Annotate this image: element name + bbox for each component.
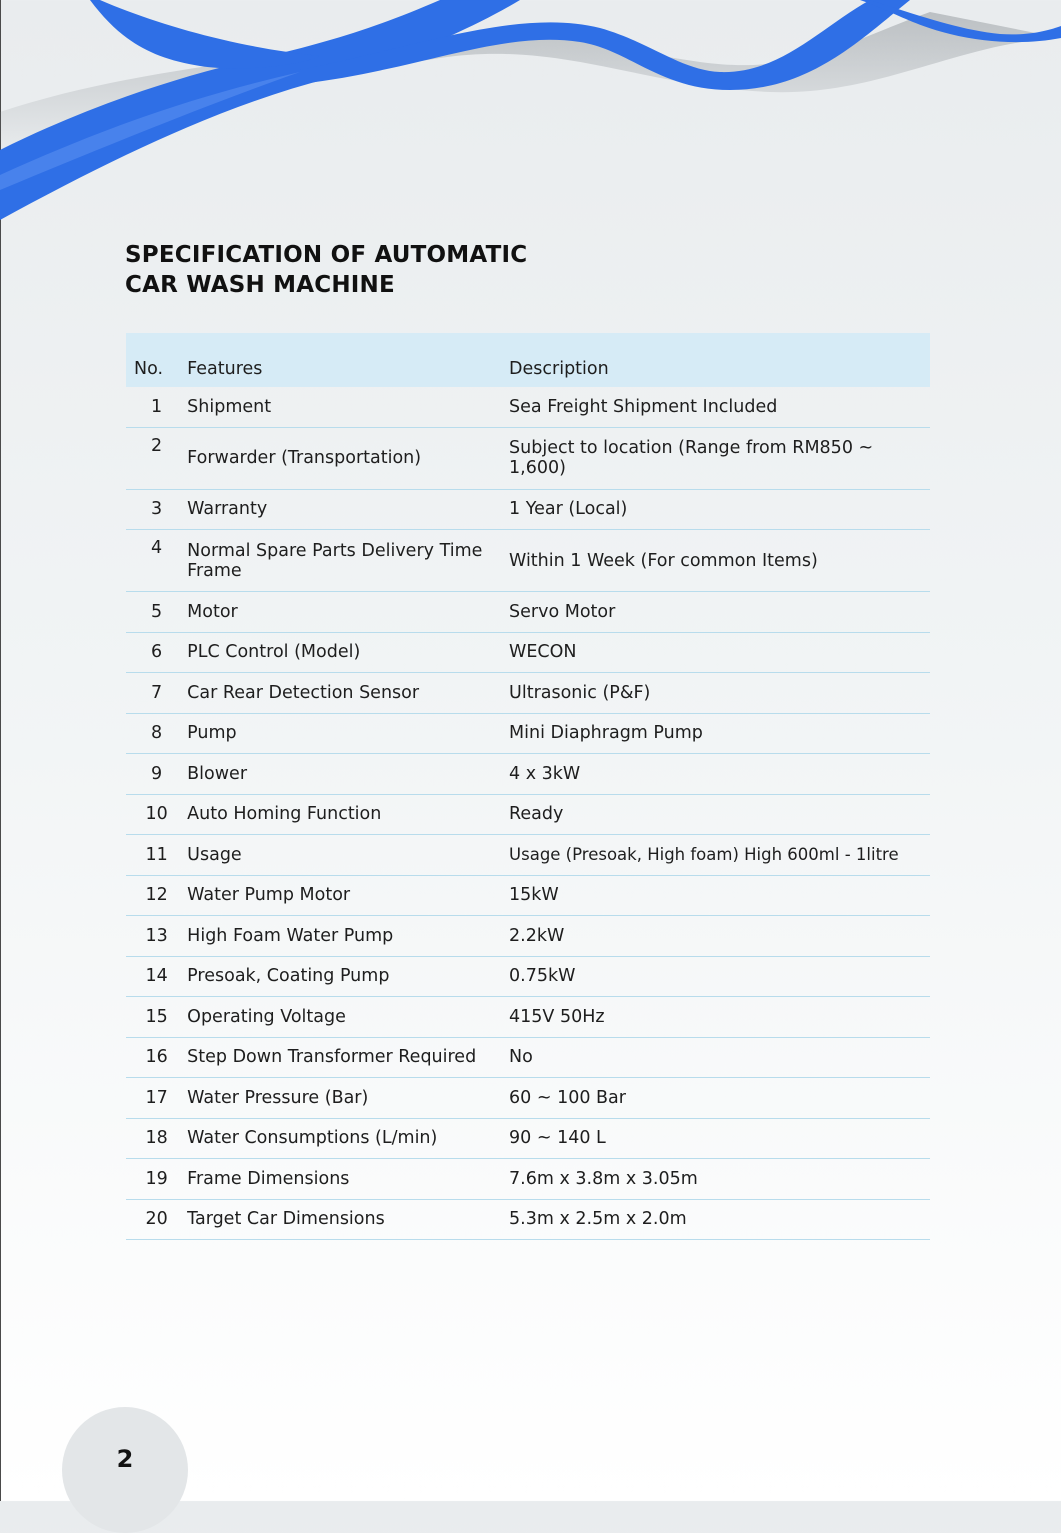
row-description: Sea Freight Shipment Included xyxy=(509,387,930,427)
table-row xyxy=(126,592,930,633)
header-description: Description xyxy=(509,333,930,387)
row-number: 9 xyxy=(126,754,187,795)
row-feature: Forwarder (Transportation) xyxy=(187,427,509,489)
table-row xyxy=(126,794,930,835)
table-row xyxy=(126,632,930,673)
table-row xyxy=(126,754,930,795)
row-number: 19 xyxy=(126,1159,187,1200)
row-feature: Frame Dimensions xyxy=(187,1159,509,1200)
table-row xyxy=(126,1118,930,1159)
row-description: 15kW xyxy=(509,875,930,916)
row-feature: Shipment xyxy=(187,387,509,427)
row-feature: PLC Control (Model) xyxy=(187,632,509,673)
row-feature: Water Pressure (Bar) xyxy=(187,1078,509,1119)
row-number: 17 xyxy=(126,1078,187,1119)
row-description: 4 x 3kW xyxy=(509,754,930,795)
row-description: 0.75kW xyxy=(509,956,930,997)
row-feature: Water Consumptions (L/min) xyxy=(187,1118,509,1159)
row-description: 90 ~ 140 L xyxy=(509,1118,930,1159)
row-description: Servo Motor xyxy=(509,592,930,633)
table-row xyxy=(126,427,930,489)
row-number: 2 xyxy=(126,427,187,489)
row-number: 10 xyxy=(126,794,187,835)
table-header-row xyxy=(126,333,930,387)
row-number: 6 xyxy=(126,632,187,673)
row-description-text: Subject to location (Range from RM850 ~ 1,600) xyxy=(509,438,874,478)
row-number: 14 xyxy=(126,956,187,997)
decorative-wave-banner xyxy=(0,0,1061,240)
table-row xyxy=(126,713,930,754)
row-feature: Blower xyxy=(187,754,509,795)
row-number: 5 xyxy=(126,592,187,633)
row-feature: Usage xyxy=(187,835,509,876)
table-row xyxy=(126,835,930,876)
row-number: 16 xyxy=(126,1037,187,1078)
row-description xyxy=(509,427,930,489)
row-feature: Normal Spare Parts Delivery Time Frame xyxy=(187,530,509,592)
table-row xyxy=(126,387,930,427)
row-number: 20 xyxy=(126,1199,187,1240)
row-feature: Presoak, Coating Pump xyxy=(187,956,509,997)
table-row xyxy=(126,916,930,957)
table-row xyxy=(126,1037,930,1078)
page-number: 2 xyxy=(116,1445,134,1473)
header-no: No. xyxy=(126,333,187,387)
table-row xyxy=(126,530,930,592)
row-description: 60 ~ 100 Bar xyxy=(509,1078,930,1119)
row-description: Ultrasonic (P&F) xyxy=(509,673,930,714)
page-title-line-1: SPECIFICATION OF AUTOMATIC xyxy=(125,242,528,268)
row-description: Usage (Presoak, High foam) High 600ml - 1litre xyxy=(509,835,930,876)
row-feature: Car Rear Detection Sensor xyxy=(187,673,509,714)
page-title-line-2: CAR WASH MACHINE xyxy=(125,272,395,298)
row-feature: Motor xyxy=(187,592,509,633)
row-feature: Target Car Dimensions xyxy=(187,1199,509,1240)
row-number: 15 xyxy=(126,997,187,1038)
row-feature: Water Pump Motor xyxy=(187,875,509,916)
specification-table xyxy=(126,333,930,1240)
row-number: 3 xyxy=(126,489,187,530)
table-row xyxy=(126,997,930,1038)
row-description: 7.6m x 3.8m x 3.05m xyxy=(509,1159,930,1200)
row-description: No xyxy=(509,1037,930,1078)
table-row xyxy=(126,956,930,997)
row-feature: Warranty xyxy=(187,489,509,530)
row-number: 7 xyxy=(126,673,187,714)
row-description: Ready xyxy=(509,794,930,835)
row-number: 18 xyxy=(126,1118,187,1159)
row-feature: High Foam Water Pump xyxy=(187,916,509,957)
row-feature: Pump xyxy=(187,713,509,754)
row-number: 13 xyxy=(126,916,187,957)
table-row xyxy=(126,1199,930,1240)
page-number-badge xyxy=(62,1407,188,1533)
row-description: WECON xyxy=(509,632,930,673)
table-row xyxy=(126,673,930,714)
page-title xyxy=(125,240,527,300)
table-row xyxy=(126,1159,930,1200)
row-description: Mini Diaphragm Pump xyxy=(509,713,930,754)
row-description: 415V 50Hz xyxy=(509,997,930,1038)
table-row xyxy=(126,489,930,530)
row-number: 12 xyxy=(126,875,187,916)
header-features: Features xyxy=(187,333,509,387)
table-row xyxy=(126,1078,930,1119)
row-number: 8 xyxy=(126,713,187,754)
row-number: 11 xyxy=(126,835,187,876)
row-description: 5.3m x 2.5m x 2.0m xyxy=(509,1199,930,1240)
row-feature: Auto Homing Function xyxy=(187,794,509,835)
row-number: 1 xyxy=(126,387,187,427)
row-feature: Step Down Transformer Required xyxy=(187,1037,509,1078)
wave-ribbon-secondary xyxy=(90,0,320,68)
table-row xyxy=(126,875,930,916)
row-description: Within 1 Week (For common Items) xyxy=(509,530,930,592)
row-description: 2.2kW xyxy=(509,916,930,957)
row-description: 1 Year (Local) xyxy=(509,489,930,530)
row-number: 4 xyxy=(126,530,187,592)
row-feature: Operating Voltage xyxy=(187,997,509,1038)
